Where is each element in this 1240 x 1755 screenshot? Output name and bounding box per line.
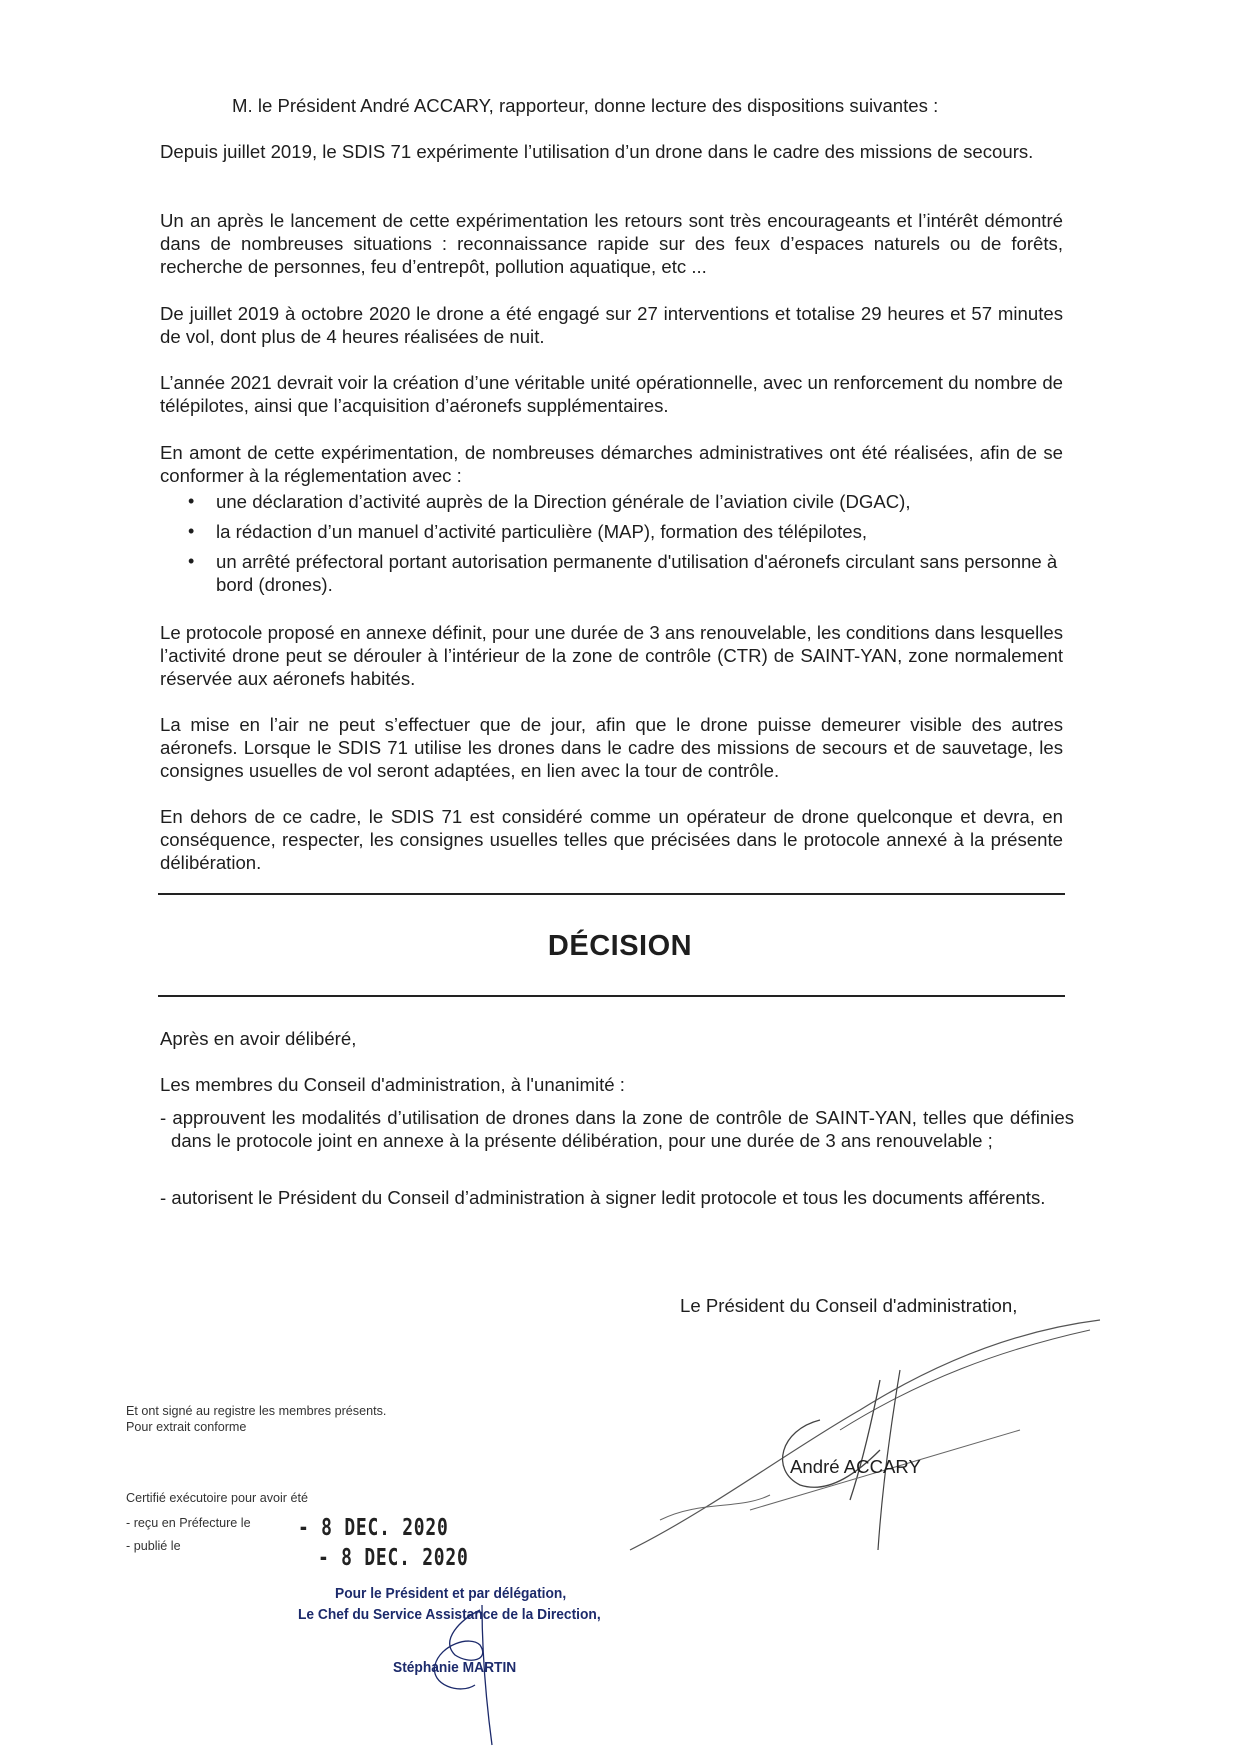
delegate-name-stamp: Stéphanie MARTIN	[393, 1660, 517, 1676]
divider-top	[158, 893, 1065, 895]
paragraph-2: Un an après le lancement de cette expérimentation les retours sont très encourageants et l’intérêt démontré dans de nombreuses situations : reconnaissance rapide sur des feux d’espaces naturels ou de forêts, recherche de personnes, feu d’entrepôt, pollution aquatique, etc ...	[160, 210, 1063, 277]
after-deliberation: Après en avoir délibéré,	[160, 1028, 357, 1049]
intro-line: M. le Président André ACCARY, rapporteur, donne lecture des dispositions suivantes :	[232, 95, 939, 116]
received-label: - reçu en Préfecture le	[126, 1516, 251, 1530]
signature-name: André ACCARY	[790, 1456, 921, 1477]
decision-item-1: - approuvent les modalités d’utilisation de drones dans la zone de contrôle de SAINT-YAN, telles que définies dans le protocole joint en annexe à la présente délibération, pour une durée de 3 ans renouvelable ;	[160, 1107, 1074, 1151]
divider-bottom	[158, 995, 1065, 997]
received-date-stamp: - 8 DEC. 2020	[298, 1515, 449, 1541]
decision-heading: DÉCISION	[547, 930, 693, 962]
signature-title: Le Président du Conseil d'administration,	[680, 1295, 1018, 1316]
delegation-stamp-line-2: Le Chef du Service Assistance de la Direction,	[298, 1607, 601, 1623]
requirements-list	[160, 490, 1063, 603]
delegation-stamp-line-1: Pour le Président et par délégation,	[335, 1586, 567, 1602]
paragraph-8: En dehors de ce cadre, le SDIS 71 est considéré comme un opérateur de drone quelconque et devra, en conséquence, respecter, les consignes usuelles telles que précisées dans le protocole annexé à la présente délibération.	[160, 806, 1063, 873]
signature-drawing	[620, 1300, 1110, 1560]
paragraph-7: La mise en l’air ne peut s’effectuer que de jour, afin que le drone puisse demeurer visible des autres aéronefs. Lorsque le SDIS 71 utilise les drones dans le cadre des missions de secours et de sauvetage, les consignes usuelles de vol seront adaptées, en lien avec la tour de contrôle.	[160, 714, 1063, 781]
paragraph-6: Le protocole proposé en annexe définit, pour une durée de 3 ans renouvelable, les conditions dans lesquelles l’activité drone peut se dérouler à l’intérieur de la zone de contrôle (CTR) de SAINT-YAN, zone normalement réservée aux aéronefs habités.	[160, 622, 1063, 689]
paragraph-1: Depuis juillet 2019, le SDIS 71 expérimente l’utilisation d’un drone dans le cadre des missions de secours.	[160, 141, 1034, 162]
list-item: • la rédaction d’un manuel d’activité particulière (MAP), formation des télépilotes,	[160, 520, 1063, 543]
published-date-stamp: - 8 DEC. 2020	[318, 1545, 469, 1571]
certified-line: Certifié exécutoire pour avoir été	[126, 1491, 309, 1505]
signed-register-line-2: Pour extrait conforme	[126, 1420, 247, 1434]
decision-item-2: - autorisent le Président du Conseil d’administration à signer ledit protocole et tous les documents afférents.	[160, 1187, 1046, 1208]
paragraph-5: En amont de cette expérimentation, de nombreuses démarches administratives ont été réalisées, afin de se conformer à la réglementation avec :	[160, 442, 1063, 486]
signed-register-line-1: Et ont signé au registre les membres présents.	[126, 1404, 387, 1418]
list-item: • un arrêté préfectoral portant autorisation permanente d'utilisation d'aéronefs circulant sans personne à bord (drones).	[160, 550, 1063, 596]
members-intro: Les membres du Conseil d'administration, à l'unanimité :	[160, 1074, 625, 1095]
list-item: • une déclaration d’activité auprès de la Direction générale de l’aviation civile (DGAC),	[160, 490, 1063, 513]
published-label: - publié le	[126, 1539, 181, 1553]
paragraph-3: De juillet 2019 à octobre 2020 le drone a été engagé sur 27 interventions et totalise 29 heures et 57 minutes de vol, dont plus de 4 heures réalisées de nuit.	[160, 303, 1063, 347]
paragraph-4: L’année 2021 devrait voir la création d’une véritable unité opérationnelle, avec un renforcement du nombre de télépilotes, ainsi que l’acquisition d’aéronefs supplémentaires.	[160, 372, 1063, 416]
